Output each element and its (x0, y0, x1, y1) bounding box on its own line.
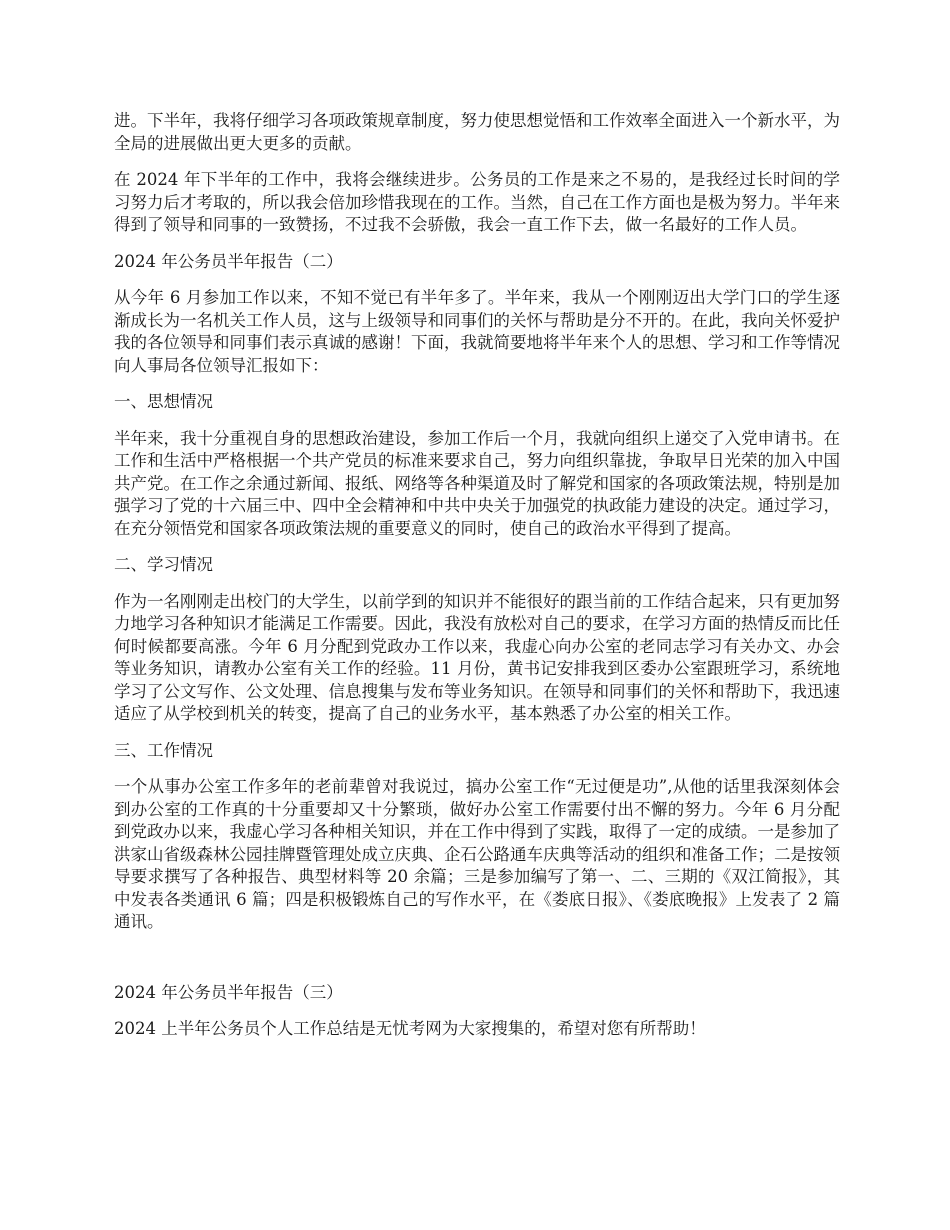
section-heading: 二、学习情况 (114, 555, 213, 574)
report-heading: 2024 年公务员半年报告（二） (114, 251, 343, 271)
paragraph: 作为一名刚刚走出校门的大学生，以前学到的知识并不能很好的跟当前的工作结合起来，只有更加努力地学习各种知识才能满足工作需要。因此，我没有放松对自己的要求，在学习方面的热情反而比任何时候都要高涨。今年 6 月分配到党政办工作以来，我虚心向办公室的老同志学习有关办文、办会等业务知识，请教办公室有关工作的经验。11 月份，黄书记安排我到区委办公室跟班学习，系统地学习了公文写作、公文处理、信息搜集与发布等业务知识。在领导和同事们的关怀和帮助下，我迅速适应了从学校到机关的转变，提高了自己的业务水平，基本熟悉了办公室的相关工作。 (114, 591, 840, 723)
blank-space (114, 948, 840, 982)
paragraph: 一个从事办公室工作多年的老前辈曾对我说过，搞办公室工作“无过便是功”,从他的话里我深刻体会到办公室的工作真的十分重要却又十分繁琐，做好办公室工作需要付出不懈的努力。今年 6 月分配到党政办以来，我虚心学习各种相关知识，并在工作中得到了实践，取得了一定的成绩。一是参加了洪家山省级森林公园挂牌暨管理处成立庆典、企石公路通车庆典等活动的组织和准备工作；二是按领导要求撰写了各种报告、典型材料等 20 余篇；三是参加编写了第一、二、三期的《双江简报》，其中发表各类通讯 6 篇；四是积极锻炼自己的写作水平，在《娄底日报》、《娄底晚报》上发表了 2 篇通讯。 (114, 777, 840, 931)
paragraph: 2024 上半年公务员个人工作总结是无忧考网为大家搜集的，希望对您有所帮助！ (114, 1019, 706, 1038)
report-heading: 2024 年公务员半年报告（三） (114, 982, 343, 1002)
paragraph: 从今年 6 月参加工作以来，不知不觉已有半年多了。半年来，我从一个刚刚迈出大学门口的学生逐渐成长为一名机关工作人员，这与上级领导和同事们的关怀与帮助是分不开的。在此，我向关怀爱护我的各位领导和同事们表示真诚的感谢！下面，我就简要地将半年来个人的思想、学习和工作等情况向人事局各位领导汇报如下： (114, 288, 840, 375)
document-body (114, 110, 840, 1055)
paragraph: 在 2024 年下半年的工作中，我将会继续进步。公务员的工作是来之不易的，是我经过长时间的学习努力后才考取的，所以我会倍加珍惜我现在的工作。当然，自己在工作方面也是极为努力。半年来得到了领导和同事的一致赞扬，不过我不会骄傲，我会一直工作下去，做一名最好的工作人员。 (114, 170, 840, 234)
section-heading: 一、思想情况 (114, 392, 213, 411)
paragraph: 半年来，我十分重视自身的思想政治建设，参加工作后一个月，我就向组织上递交了入党申请书。在工作和生活中严格根据一个共产党员的标准来要求自己，努力向组织靠拢，争取早日光荣的加入中国共产党。在工作之余通过新闻、报纸、网络等各种渠道及时了解党和国家的各项政策法规，特别是加强学习了党的十六届三中、四中全会精神和中共中央关于加强党的执政能力建设的决定。通过学习，在充分领悟党和国家各项政策法规的重要意义的同时，使自己的政治水平得到了提高。 (114, 428, 840, 538)
section-heading: 三、工作情况 (114, 740, 213, 760)
paragraph: 进。下半年，我将仔细学习各项政策规章制度，努力使思想觉悟和工作效率全面进入一个新水平，为全局的进展做出更大更多的贡献。 (114, 111, 840, 153)
